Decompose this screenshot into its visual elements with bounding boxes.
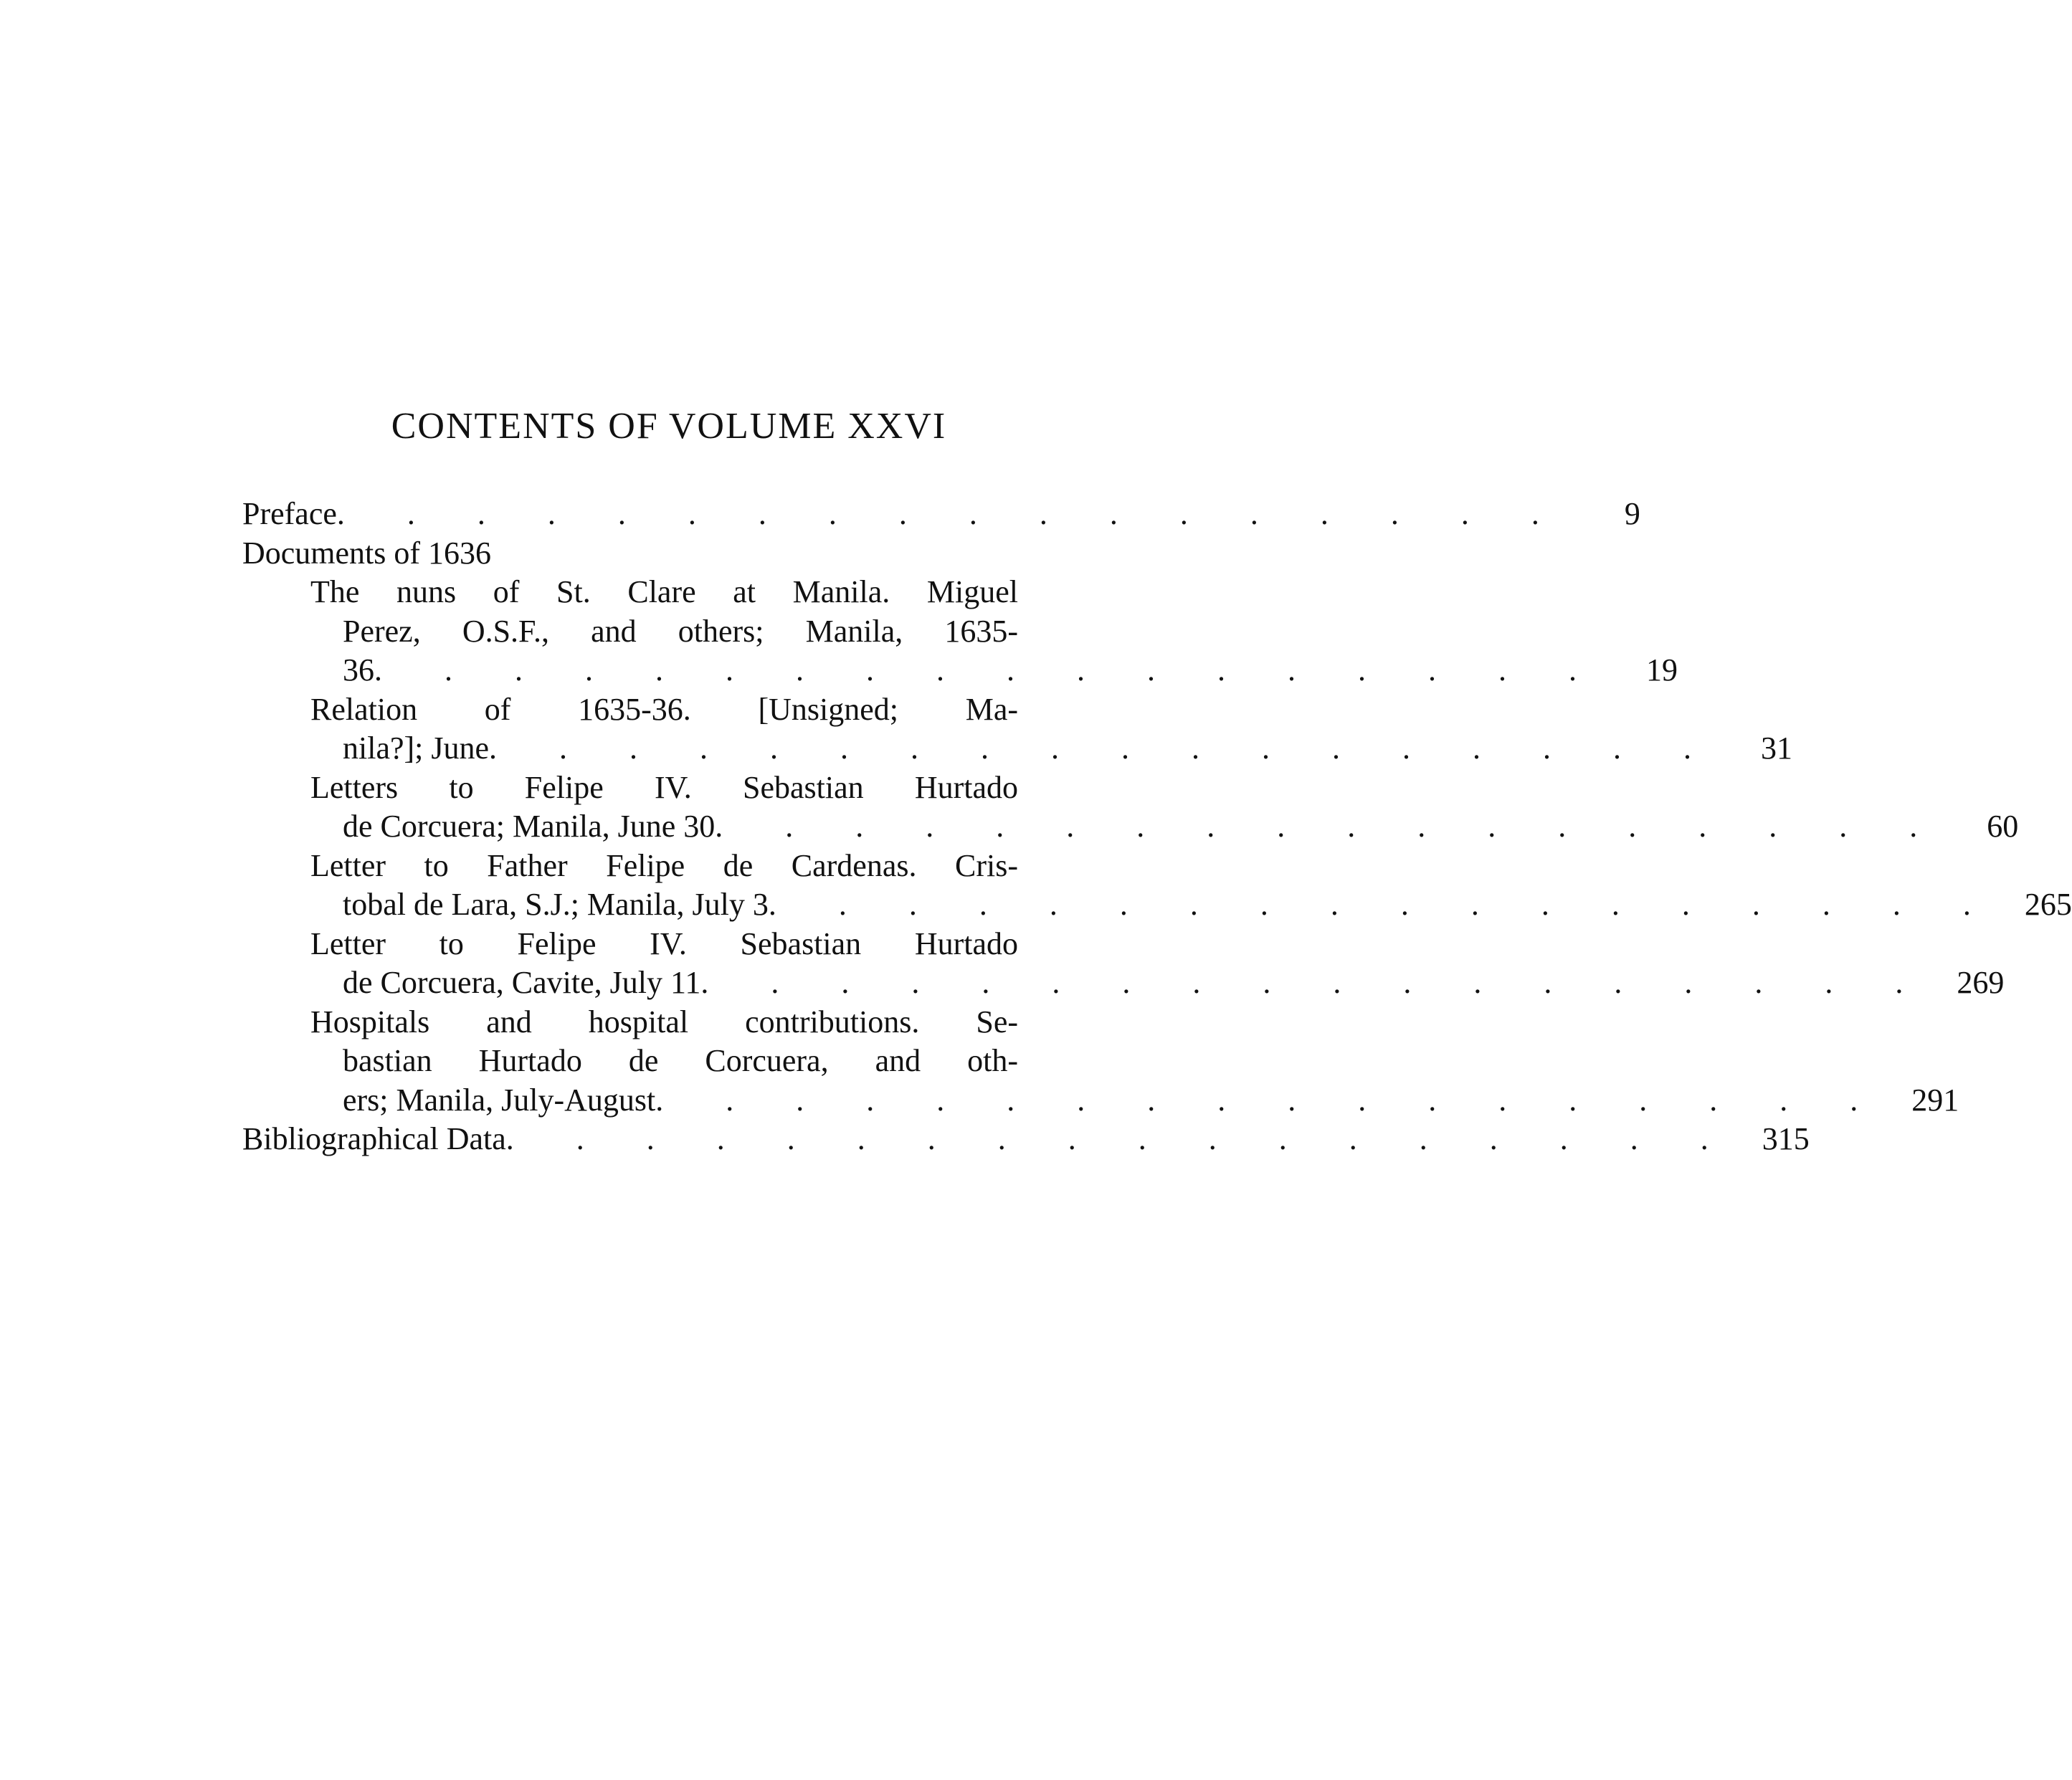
page-title: CONTENTS OF VOLUME XXVI	[391, 406, 947, 447]
toc-entry-line: bastian Hurtado de Corcuera, and oth-	[343, 1043, 1018, 1078]
toc-entry-text: tobal de Lara, S.J.; Manila, July 3	[343, 887, 769, 922]
toc-entry-last-line	[242, 807, 2019, 847]
leader-dots: . . . . . . . . . . . . . . . . . .	[336, 496, 1567, 531]
toc-entry-last-line	[242, 651, 1678, 690]
toc-entry-last-line	[242, 885, 2072, 925]
page-number: 291	[1911, 1082, 1959, 1118]
page-number: 269	[1957, 965, 2005, 1000]
page-number: 60	[1987, 809, 2019, 844]
page-number: 315	[1762, 1121, 1810, 1156]
toc-entry-preface	[242, 495, 1640, 534]
toc-section-heading: Documents of 1636	[242, 535, 492, 571]
page-number: 31	[1761, 730, 1793, 766]
leader-dots: . . . . . . . . . . . . . . . . . .	[489, 730, 1719, 766]
toc-entry-last-line	[242, 1081, 1959, 1120]
toc-entry-bibliographical-data	[242, 1120, 1810, 1159]
toc-entry-text: de Corcuera, Cavite, July 11	[343, 965, 701, 1000]
toc-entry-line: Letter to Father Felipe de Cardenas. Cris-	[310, 847, 1018, 883]
leader-dots: . . . . . . . . . . . . . . . . . .	[700, 965, 1931, 1000]
leader-dots: . . . . . . . . . . . . . . . . . .	[768, 887, 1998, 922]
toc-entry-line: The nuns of St. Clare at Manila. Miguel	[310, 574, 1018, 609]
toc-entry-line: Letters to Felipe IV. Sebastian Hurtado	[310, 769, 1018, 805]
toc-entry-text: Bibliographical Data	[242, 1121, 506, 1156]
toc-entry-text: ers; Manila, July-August	[343, 1082, 656, 1118]
leader-dots: . . . . . . . . . . . . . . . . . .	[374, 652, 1604, 687]
leader-dots: . . . . . . . . . . . . . . . . . .	[505, 1121, 1736, 1156]
toc-entry-line: Relation of 1635-36. [Unsigned; Ma-	[310, 691, 1018, 727]
page-number: 265	[2024, 887, 2072, 922]
leader-dots: . . . . . . . . . . . . . . . . . .	[715, 809, 1945, 844]
toc-entry-last-line	[242, 963, 2005, 1003]
table-of-contents	[242, 495, 2072, 1159]
toc-entry-text: Preface	[242, 496, 337, 531]
toc-entry-line: Letter to Felipe IV. Sebastian Hurtado	[310, 925, 1018, 961]
toc-entry-text: 36	[343, 652, 374, 687]
toc-entry-text: nila?]; June	[343, 730, 490, 766]
leader-dots: . . . . . . . . . . . . . . . . . .	[655, 1082, 1886, 1118]
toc-entry-line: Perez, O.S.F., and others; Manila, 1635-	[343, 613, 1018, 649]
toc-entry-line: Hospitals and hospital contributions. Se-	[310, 1004, 1018, 1039]
page-number: 9	[1624, 496, 1640, 531]
page-number: 19	[1646, 652, 1678, 687]
toc-entry-last-line	[242, 729, 1793, 768]
toc-entry-text: de Corcuera; Manila, June 30	[343, 809, 716, 844]
